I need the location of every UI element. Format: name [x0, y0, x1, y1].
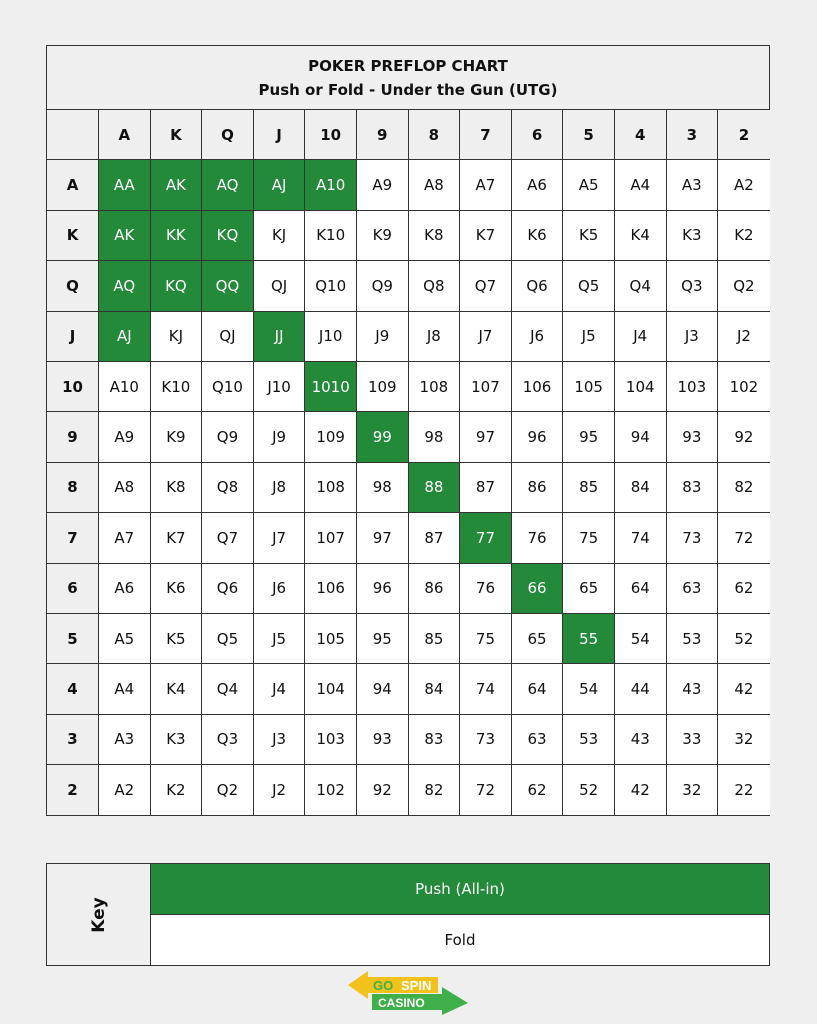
hand-cell: Q7: [460, 261, 512, 311]
hand-cell: 88: [409, 463, 461, 513]
hand-cell: A5: [563, 160, 615, 210]
hand-cell: 109: [305, 412, 357, 462]
hand-cell: 32: [718, 715, 770, 765]
hand-cell: AA: [99, 160, 151, 210]
hand-cell: Q7: [202, 513, 254, 563]
column-header-4: 4: [615, 110, 667, 160]
hand-cell: J2: [254, 765, 306, 815]
hand-cell: KK: [151, 211, 203, 261]
hand-cell: J7: [460, 312, 512, 362]
hand-cell: 76: [512, 513, 564, 563]
hand-cell: K10: [151, 362, 203, 412]
hand-cell: A4: [99, 664, 151, 714]
hand-cell: 98: [357, 463, 409, 513]
legend-key: [46, 863, 770, 966]
key-label: Key: [88, 896, 109, 933]
key-items: [151, 864, 769, 965]
column-header-2: 2: [718, 110, 770, 160]
hand-cell: K3: [151, 715, 203, 765]
hand-cell: 107: [305, 513, 357, 563]
row-header-9: 9: [47, 412, 99, 462]
hand-cell: Q2: [202, 765, 254, 815]
row-header-6: 6: [47, 564, 99, 614]
hand-cell: 42: [718, 664, 770, 714]
hand-cell: Q4: [615, 261, 667, 311]
hand-cell: A2: [99, 765, 151, 815]
hand-cell: K2: [151, 765, 203, 815]
hand-cell: K9: [151, 412, 203, 462]
column-header-Q: Q: [202, 110, 254, 160]
hand-cell: 75: [563, 513, 615, 563]
hand-cell: 66: [512, 564, 564, 614]
hand-cell: 92: [357, 765, 409, 815]
hand-cell: 52: [718, 614, 770, 664]
hand-cell: 104: [615, 362, 667, 412]
column-header-8: 8: [409, 110, 461, 160]
hand-cell: K4: [151, 664, 203, 714]
hand-cell: 63: [667, 564, 719, 614]
hand-cell: 82: [718, 463, 770, 513]
hand-cell: 83: [409, 715, 461, 765]
hand-cell: AK: [99, 211, 151, 261]
hand-cell: 94: [357, 664, 409, 714]
hand-cell: 64: [615, 564, 667, 614]
hand-cell: K8: [409, 211, 461, 261]
hand-cell: 106: [512, 362, 564, 412]
hand-cell: J10: [305, 312, 357, 362]
hand-cell: 63: [512, 715, 564, 765]
hand-cell: K3: [667, 211, 719, 261]
hand-cell: A3: [667, 160, 719, 210]
hand-cell: A3: [99, 715, 151, 765]
hand-cell: 93: [667, 412, 719, 462]
hand-cell: J8: [409, 312, 461, 362]
hand-cell: J5: [254, 614, 306, 664]
row-header-3: 3: [47, 715, 99, 765]
hand-cell: K10: [305, 211, 357, 261]
hand-cell: A5: [99, 614, 151, 664]
column-header-6: 6: [512, 110, 564, 160]
hand-cell: 107: [460, 362, 512, 412]
logo-word-go: GO: [373, 978, 394, 993]
hand-cell: 92: [718, 412, 770, 462]
hand-cell: QJ: [202, 312, 254, 362]
hand-cell: K5: [563, 211, 615, 261]
hand-cell: 22: [718, 765, 770, 815]
hand-cell: 108: [409, 362, 461, 412]
hand-cell: 109: [357, 362, 409, 412]
hand-cell: 72: [718, 513, 770, 563]
hand-cell: 102: [718, 362, 770, 412]
hand-cell: Q8: [409, 261, 461, 311]
hand-cell: 62: [512, 765, 564, 815]
hand-cell: Q10: [305, 261, 357, 311]
hand-cell: AK: [151, 160, 203, 210]
hand-cell: K8: [151, 463, 203, 513]
row-header-5: 5: [47, 614, 99, 664]
hand-cell: A2: [718, 160, 770, 210]
hand-cell: 54: [615, 614, 667, 664]
hand-cell: 87: [460, 463, 512, 513]
hand-cell: 42: [615, 765, 667, 815]
hand-cell: A7: [99, 513, 151, 563]
preflop-chart: [46, 45, 770, 816]
hand-cell: Q2: [718, 261, 770, 311]
column-header-3: 3: [667, 110, 719, 160]
hand-cell: K5: [151, 614, 203, 664]
hand-cell: 55: [563, 614, 615, 664]
hand-cell: J8: [254, 463, 306, 513]
hand-cell: AQ: [99, 261, 151, 311]
hand-cell: Q8: [202, 463, 254, 513]
hand-cell: 73: [667, 513, 719, 563]
hand-cell: 72: [460, 765, 512, 815]
hand-cell: KQ: [151, 261, 203, 311]
hand-cell: QQ: [202, 261, 254, 311]
hand-cell: Q3: [202, 715, 254, 765]
hand-cell: JJ: [254, 312, 306, 362]
hand-cell: J9: [254, 412, 306, 462]
hand-cell: 85: [563, 463, 615, 513]
hand-cell: 1010: [305, 362, 357, 412]
hand-cell: 98: [409, 412, 461, 462]
row-header-4: 4: [47, 664, 99, 714]
column-header-5: 5: [563, 110, 615, 160]
hand-cell: J10: [254, 362, 306, 412]
hand-cell: 44: [615, 664, 667, 714]
hand-cell: 64: [512, 664, 564, 714]
hand-cell: K7: [151, 513, 203, 563]
hand-cell: KQ: [202, 211, 254, 261]
hand-cell: 83: [667, 463, 719, 513]
column-header-A: A: [99, 110, 151, 160]
column-header-10: 10: [305, 110, 357, 160]
hand-cell: 75: [460, 614, 512, 664]
hand-cell: Q9: [202, 412, 254, 462]
hand-cell: A6: [512, 160, 564, 210]
hand-cell: 53: [667, 614, 719, 664]
hand-cell: Q10: [202, 362, 254, 412]
hand-cell: 102: [305, 765, 357, 815]
key-item-push: Push (All-in): [151, 864, 769, 915]
hand-grid: [47, 110, 769, 815]
chart-title-row: [47, 46, 769, 110]
hand-cell: 85: [409, 614, 461, 664]
hand-cell: 105: [563, 362, 615, 412]
gospin-casino-logo: [346, 970, 470, 1016]
hand-cell: 74: [615, 513, 667, 563]
chart-title: POKER PREFLOP CHART: [308, 56, 508, 75]
hand-cell: 53: [563, 715, 615, 765]
hand-cell: 76: [460, 564, 512, 614]
hand-cell: 52: [563, 765, 615, 815]
row-header-J: J: [47, 312, 99, 362]
hand-cell: Q5: [202, 614, 254, 664]
column-header-9: 9: [357, 110, 409, 160]
hand-cell: 82: [409, 765, 461, 815]
logo-word-casino: CASINO: [378, 996, 425, 1010]
hand-cell: A10: [99, 362, 151, 412]
hand-cell: KJ: [254, 211, 306, 261]
row-header-2: 2: [47, 765, 99, 815]
row-header-Q: Q: [47, 261, 99, 311]
hand-cell: 33: [667, 715, 719, 765]
hand-cell: AJ: [254, 160, 306, 210]
key-label-cell: [47, 864, 151, 965]
hand-cell: A4: [615, 160, 667, 210]
hand-cell: 87: [409, 513, 461, 563]
hand-cell: J7: [254, 513, 306, 563]
hand-cell: QJ: [254, 261, 306, 311]
hand-cell: 62: [718, 564, 770, 614]
hand-cell: A8: [409, 160, 461, 210]
row-header-10: 10: [47, 362, 99, 412]
hand-cell: 97: [460, 412, 512, 462]
hand-cell: 43: [667, 664, 719, 714]
row-header-7: 7: [47, 513, 99, 563]
hand-cell: A9: [357, 160, 409, 210]
hand-cell: 74: [460, 664, 512, 714]
chart-subtitle: Push or Fold - Under the Gun (UTG): [258, 80, 558, 99]
hand-cell: 43: [615, 715, 667, 765]
hand-cell: K7: [460, 211, 512, 261]
hand-cell: Q4: [202, 664, 254, 714]
hand-cell: 103: [305, 715, 357, 765]
key-item-fold: Fold: [151, 915, 769, 965]
hand-cell: J6: [512, 312, 564, 362]
hand-cell: 97: [357, 513, 409, 563]
hand-cell: 93: [357, 715, 409, 765]
hand-cell: J6: [254, 564, 306, 614]
hand-cell: J2: [718, 312, 770, 362]
hand-cell: 95: [563, 412, 615, 462]
hand-cell: K6: [512, 211, 564, 261]
hand-cell: J3: [667, 312, 719, 362]
hand-cell: AJ: [99, 312, 151, 362]
hand-cell: 105: [305, 614, 357, 664]
hand-cell: 96: [357, 564, 409, 614]
hand-cell: 65: [563, 564, 615, 614]
hand-cell: A10: [305, 160, 357, 210]
hand-cell: 86: [512, 463, 564, 513]
hand-cell: Q3: [667, 261, 719, 311]
hand-cell: J4: [254, 664, 306, 714]
hand-cell: 95: [357, 614, 409, 664]
hand-cell: Q6: [202, 564, 254, 614]
hand-cell: J4: [615, 312, 667, 362]
hand-cell: J3: [254, 715, 306, 765]
hand-cell: 77: [460, 513, 512, 563]
row-header-A: A: [47, 160, 99, 210]
hand-cell: 86: [409, 564, 461, 614]
hand-cell: Q9: [357, 261, 409, 311]
hand-cell: 73: [460, 715, 512, 765]
column-header-J: J: [254, 110, 306, 160]
hand-cell: A6: [99, 564, 151, 614]
hand-cell: 65: [512, 614, 564, 664]
hand-cell: J5: [563, 312, 615, 362]
column-header-7: 7: [460, 110, 512, 160]
hand-cell: Q6: [512, 261, 564, 311]
logo-word-spin: SPIN: [401, 978, 432, 993]
hand-cell: A8: [99, 463, 151, 513]
hand-cell: 94: [615, 412, 667, 462]
hand-cell: KJ: [151, 312, 203, 362]
corner-cell: [47, 110, 99, 160]
hand-cell: K4: [615, 211, 667, 261]
hand-cell: 108: [305, 463, 357, 513]
hand-cell: J9: [357, 312, 409, 362]
hand-cell: 32: [667, 765, 719, 815]
hand-cell: A7: [460, 160, 512, 210]
hand-cell: 84: [615, 463, 667, 513]
hand-cell: 96: [512, 412, 564, 462]
column-header-K: K: [151, 110, 203, 160]
hand-cell: 103: [667, 362, 719, 412]
hand-cell: Q5: [563, 261, 615, 311]
row-header-8: 8: [47, 463, 99, 513]
hand-cell: 106: [305, 564, 357, 614]
hand-cell: 99: [357, 412, 409, 462]
hand-cell: A9: [99, 412, 151, 462]
hand-cell: 104: [305, 664, 357, 714]
hand-cell: K6: [151, 564, 203, 614]
hand-cell: AQ: [202, 160, 254, 210]
hand-cell: K9: [357, 211, 409, 261]
row-header-K: K: [47, 211, 99, 261]
hand-cell: K2: [718, 211, 770, 261]
hand-cell: 84: [409, 664, 461, 714]
hand-cell: 54: [563, 664, 615, 714]
